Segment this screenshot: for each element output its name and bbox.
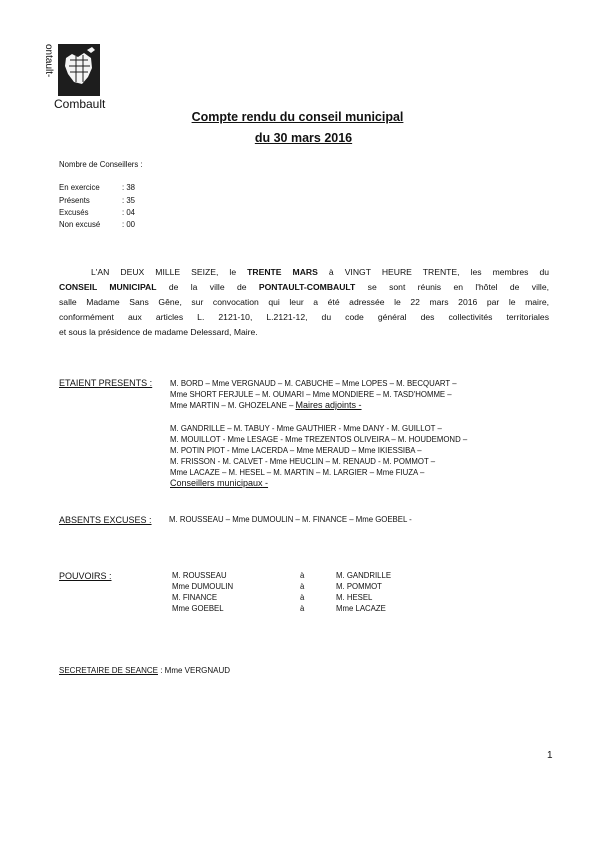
count-label: Excusés <box>59 208 89 217</box>
intro-text: de la ville de <box>156 282 259 292</box>
proxy-to: Mme LACAZE <box>336 604 386 613</box>
document-title: Compte rendu du conseil municipal <box>191 110 404 124</box>
conseillers-label: Conseillers municipaux - <box>170 478 269 488</box>
names-line: M. BORD – Mme VERGNAUD – M. CABUCHE – Mme LOPES – M. BECQUART – <box>170 379 457 388</box>
names-line: M. FRISSON - M. CALVET - Mme HEUCLIN – M. RENAUD - M. POMMOT – <box>170 457 436 466</box>
intro-line <box>59 280 549 295</box>
logo-side-text: ontault- <box>43 44 54 78</box>
secretaire-label: SECRETAIRE DE SEANCE <box>59 666 158 675</box>
names-line: M. POTIN PIOT - Mme LACERDA – Mme MERAUD – Mme IKIESSIBA – <box>170 446 422 455</box>
proxy-from: Mme DUMOULIN <box>172 582 234 591</box>
count-value: : 35 <box>122 196 136 205</box>
proxy-sep: à <box>300 604 305 613</box>
proxy-sep: à <box>300 593 305 602</box>
conseillers-list <box>170 423 467 489</box>
count-label: En exercice <box>59 183 100 192</box>
council-name: CONSEIL MUNICIPAL <box>59 282 157 292</box>
intro-line: salle Madame Sans Gêne, sur convocation qui leur a été adressée le 22 mars 2016 par le maire, <box>59 297 549 307</box>
proxy-sep: à <box>300 571 305 580</box>
absents-label: ABSENTS EXCUSES : <box>59 515 152 525</box>
names-line: M. GANDRILLE – M. TABUY - Mme GAUTHIER - Mme DANY - M. GUILLOT – <box>170 424 442 433</box>
proxy-sep: à <box>300 582 305 591</box>
intro-paragraph <box>59 265 549 340</box>
pouvoirs-label: POUVOIRS : <box>59 571 112 581</box>
meeting-date-text: TRENTE MARS <box>247 267 318 277</box>
city-name: PONTAULT-COMBAULT <box>258 282 356 292</box>
adjoints-list <box>170 378 457 411</box>
names-text: Mme MARTIN – M. GHOZELANE – <box>170 401 296 410</box>
count-value: : 04 <box>122 208 136 217</box>
names-line <box>170 400 457 411</box>
count-label: Non excusé <box>59 220 101 229</box>
presents-label: ETAIENT PRESENTS : <box>59 378 153 388</box>
names-line: Mme LACAZE – M. HESEL – M. MARTIN – M. LARGIER – Mme FIUZA – <box>170 468 425 477</box>
intro-text: L'AN DEUX MILLE SEIZE, le <box>91 267 248 277</box>
secretaire-line <box>59 666 230 675</box>
document-date: du 30 mars 2016 <box>254 131 353 145</box>
logo-name: Combault <box>54 97 106 111</box>
proxy-to: M. POMMOT <box>336 582 382 591</box>
count-value: : 38 <box>122 183 136 192</box>
page-number: 1 <box>547 750 553 761</box>
proxy-from: Mme GOEBEL <box>172 604 224 613</box>
proxy-from: M. FINANCE <box>172 593 218 602</box>
names-line: Mme SHORT FERJULE – M. OUMARI – Mme MONDIERE – M. TASD'HOMME – <box>170 390 452 399</box>
adjoints-label: Maires adjoints - <box>295 400 362 410</box>
intro-line: conformément aux articles L. 2121-10, L.2121-12, du code général des collectivités territoriales <box>59 312 549 322</box>
intro-line <box>59 265 549 280</box>
names-line: M. MOUILLOT - Mme LESAGE - Mme TREZENTOS OLIVEIRA – M. HOUDEMOND – <box>170 435 468 444</box>
intro-text: se sont réunis en l'hôtel de ville, <box>355 282 549 292</box>
proxy-to: M. GANDRILLE <box>336 571 392 580</box>
proxy-to: M. HESEL <box>336 593 373 602</box>
secretaire-value: : Mme VERGNAUD <box>157 666 230 675</box>
counts-heading: Nombre de Conseillers : <box>59 160 143 169</box>
absents-names: M. ROUSSEAU – Mme DUMOULIN – M. FINANCE – Mme GOEBEL - <box>169 515 412 524</box>
count-value: : 00 <box>122 220 136 229</box>
count-label: Présents <box>59 196 90 205</box>
intro-line: et sous la présidence de madame Delessard, Maire. <box>59 327 258 337</box>
proxy-from: M. ROUSSEAU <box>172 571 227 580</box>
intro-text: à VINGT HEURE TRENTE, les membres du <box>317 267 549 277</box>
city-emblem-icon <box>58 44 100 96</box>
